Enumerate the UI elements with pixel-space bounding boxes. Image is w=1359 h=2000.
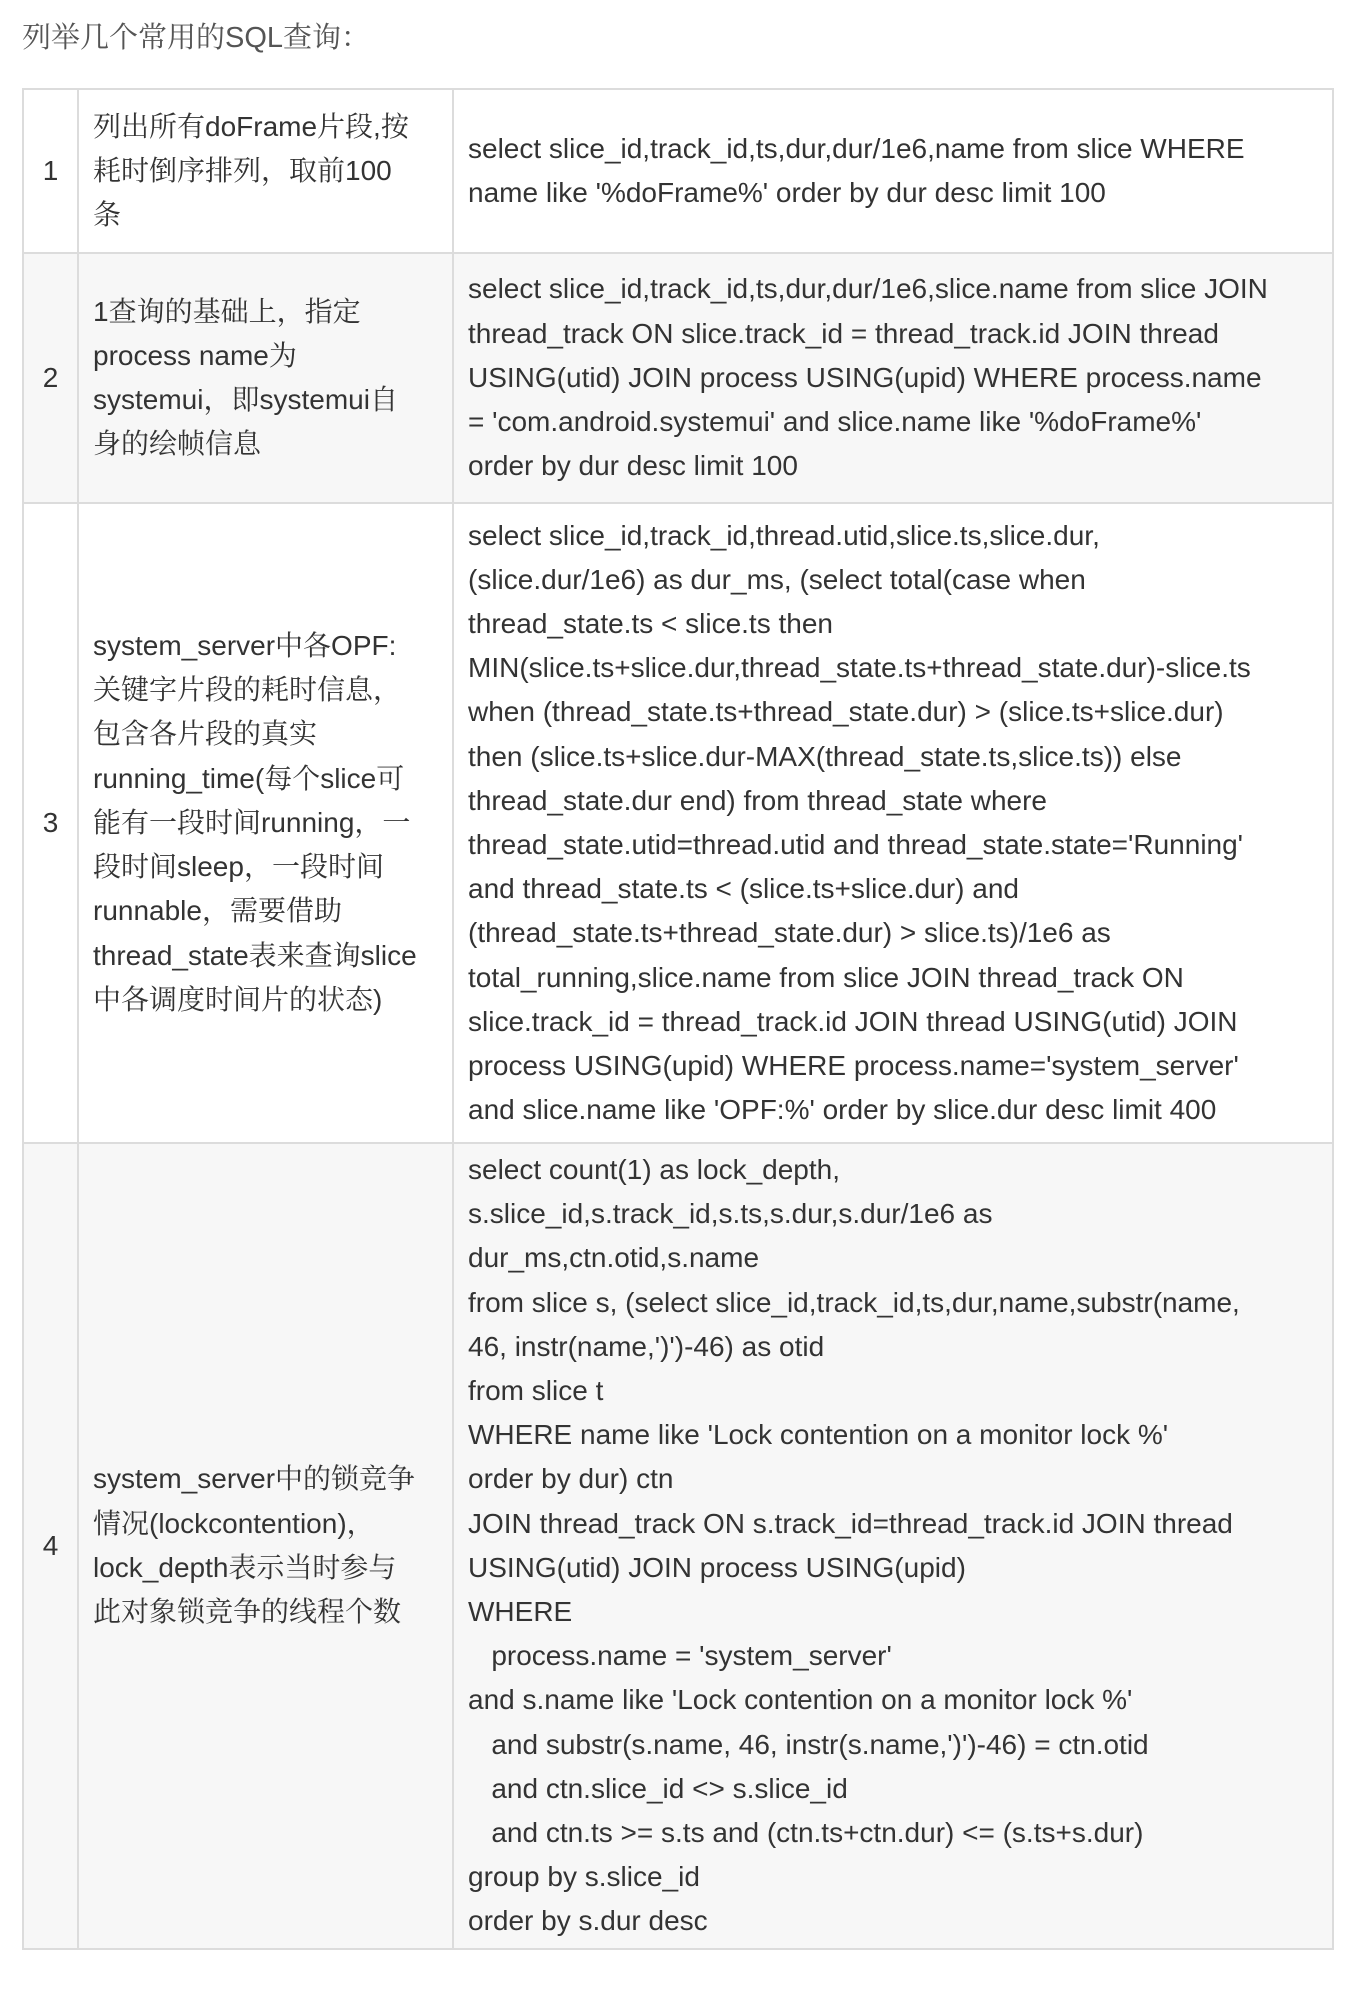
sql-line: group by s.slice_id — [468, 1861, 700, 1893]
sql-line: select slice_id,track_id,ts,dur,dur/1e6,name from slice WHERE — [468, 132, 1245, 164]
sql-line: and ctn.ts >= s.ts and (ctn.ts+ctn.dur) <= (s.ts+s.dur) — [468, 1817, 1144, 1849]
sql-code — [453, 503, 1333, 1143]
row-number: 3 — [23, 503, 78, 1143]
sql-line: 46, instr(name,')')-46) as otid — [468, 1330, 825, 1362]
sql-line: order by s.dur desc — [468, 1905, 708, 1937]
sql-line: thread_state.ts < slice.ts then — [468, 607, 833, 639]
sql-line: thread_state.dur end) from thread_state where — [468, 784, 1048, 816]
sql-line: WHERE name like 'Lock contention on a monitor lock %' — [468, 1419, 1169, 1451]
description-line: running_time(每个slice可 — [93, 762, 405, 794]
sql-line: USING(utid) JOIN process USING(upid) — [468, 1551, 966, 1583]
query-description — [78, 253, 453, 503]
row-number: 4 — [23, 1143, 78, 1949]
sql-line: select slice_id,track_id,ts,dur,dur/1e6,slice.name from slice JOIN — [468, 273, 1268, 305]
table-body — [23, 89, 1333, 1949]
sql-line: s.slice_id,s.track_id,s.ts,s.dur,s.dur/1e6 as — [468, 1198, 993, 1230]
description-line: 身的绘帧信息 — [93, 428, 262, 460]
sql-line: order by dur desc limit 100 — [468, 450, 798, 482]
sql-line: WHERE — [468, 1596, 573, 1628]
sql-line: name like '%doFrame%' order by dur desc limit 100 — [468, 177, 1106, 208]
sql-line: order by dur) ctn — [468, 1463, 674, 1495]
sql-line: and slice.name like 'OPF:%' order by slice.dur desc limit 400 — [468, 1094, 1217, 1126]
sql-line: and s.name like 'Lock contention on a monitor lock %' — [468, 1684, 1133, 1716]
sql-line: dur_ms,ctn.otid,s.name — [468, 1242, 760, 1274]
description-line: runnable，需要借助 — [93, 895, 342, 927]
sql-line: process.name = 'system_server' — [468, 1640, 892, 1672]
description-line: 耗时倒序排列，取前100 — [93, 154, 392, 186]
description-line: 段时间sleep，一段时间 — [93, 851, 384, 883]
table-row — [23, 503, 1333, 1143]
description-line: 此对象锁竞争的线程个数 — [93, 1596, 402, 1628]
sql-line: from slice s, (select slice_id,track_id,ts,dur,name,substr(name, — [468, 1286, 1240, 1318]
sql-line: then (slice.ts+slice.dur-MAX(thread_state.ts,slice.ts)) else — [468, 740, 1182, 772]
sql-line: when (thread_state.ts+thread_state.dur) > (slice.ts+slice.dur) — [468, 696, 1224, 728]
query-description — [78, 89, 453, 253]
description-line: 中各调度时间片的状态) — [93, 983, 383, 1015]
sql-line: MIN(slice.ts+slice.dur,thread_state.ts+thread_state.dur)-slice.ts — [468, 652, 1251, 684]
query-description — [78, 1143, 453, 1949]
table-row — [23, 89, 1333, 253]
row-number: 1 — [23, 89, 78, 253]
sql-line: total_running,slice.name from slice JOIN thread_track ON — [468, 961, 1184, 993]
description-line: lock_depth表示当时参与 — [93, 1551, 397, 1583]
sql-line: select slice_id,track_id,thread.utid,slice.ts,slice.dur, — [468, 519, 1100, 551]
sql-line: and substr(s.name, 46, instr(s.name,')')-46) = ctn.otid — [468, 1728, 1149, 1760]
description-line: 包含各片段的真实 — [93, 718, 318, 750]
sql-code — [453, 89, 1333, 253]
description-line: 1查询的基础上，指定 — [93, 295, 361, 327]
sql-line: slice.track_id = thread_track.id JOIN thread USING(utid) JOIN — [468, 1005, 1238, 1037]
table-row — [23, 1143, 1333, 1949]
sql-line: JOIN thread_track ON s.track_id=thread_track.id JOIN thread — [468, 1507, 1233, 1539]
sql-code — [453, 253, 1333, 503]
table-row — [23, 253, 1333, 503]
sql-line: (slice.dur/1e6) as dur_ms, (select total(case when — [468, 563, 1086, 595]
sql-line: process USING(upid) WHERE process.name='system_server' — [468, 1050, 1239, 1082]
description-line: 条 — [93, 199, 122, 231]
sql-line: and thread_state.ts < (slice.ts+slice.dur) and — [468, 873, 1019, 905]
description-line: systemui，即systemui自 — [93, 384, 398, 415]
row-number: 2 — [23, 253, 78, 503]
sql-line: select count(1) as lock_depth, — [468, 1154, 840, 1185]
sql-line: and ctn.slice_id <> s.slice_id — [468, 1772, 848, 1804]
description-line: 关键字片段的耗时信息， — [93, 674, 402, 706]
description-line: 情况(lockcontention)， — [93, 1507, 375, 1539]
sql-line: thread_state.utid=thread.utid and thread_state.state='Running' — [468, 829, 1244, 860]
sql-line: (thread_state.ts+thread_state.dur) > slice.ts)/1e6 as — [468, 917, 1111, 949]
sql-line: thread_track ON slice.track_id = thread_track.id JOIN thread — [468, 317, 1219, 349]
sql-line: from slice t — [468, 1375, 604, 1407]
description-line: system_server中的锁竞争 — [93, 1463, 416, 1495]
query-description — [78, 503, 453, 1143]
sql-query-table — [22, 88, 1334, 1950]
description-line: thread_state表来查询slice — [93, 939, 417, 971]
sql-line: USING(utid) JOIN process USING(upid) WHERE process.name — [468, 361, 1262, 393]
description-line: system_server中各OPF: — [93, 630, 397, 662]
intro-text: 列举几个常用的SQL查询： — [22, 22, 371, 54]
sql-code — [453, 1143, 1333, 1949]
description-line: 能有一段时间running，一 — [93, 806, 411, 838]
sql-line: = 'com.android.systemui' and slice.name like '%doFrame%' — [468, 406, 1202, 438]
description-line: process name为 — [93, 339, 297, 371]
description-line: 列出所有doFrame片段,按 — [93, 110, 409, 142]
